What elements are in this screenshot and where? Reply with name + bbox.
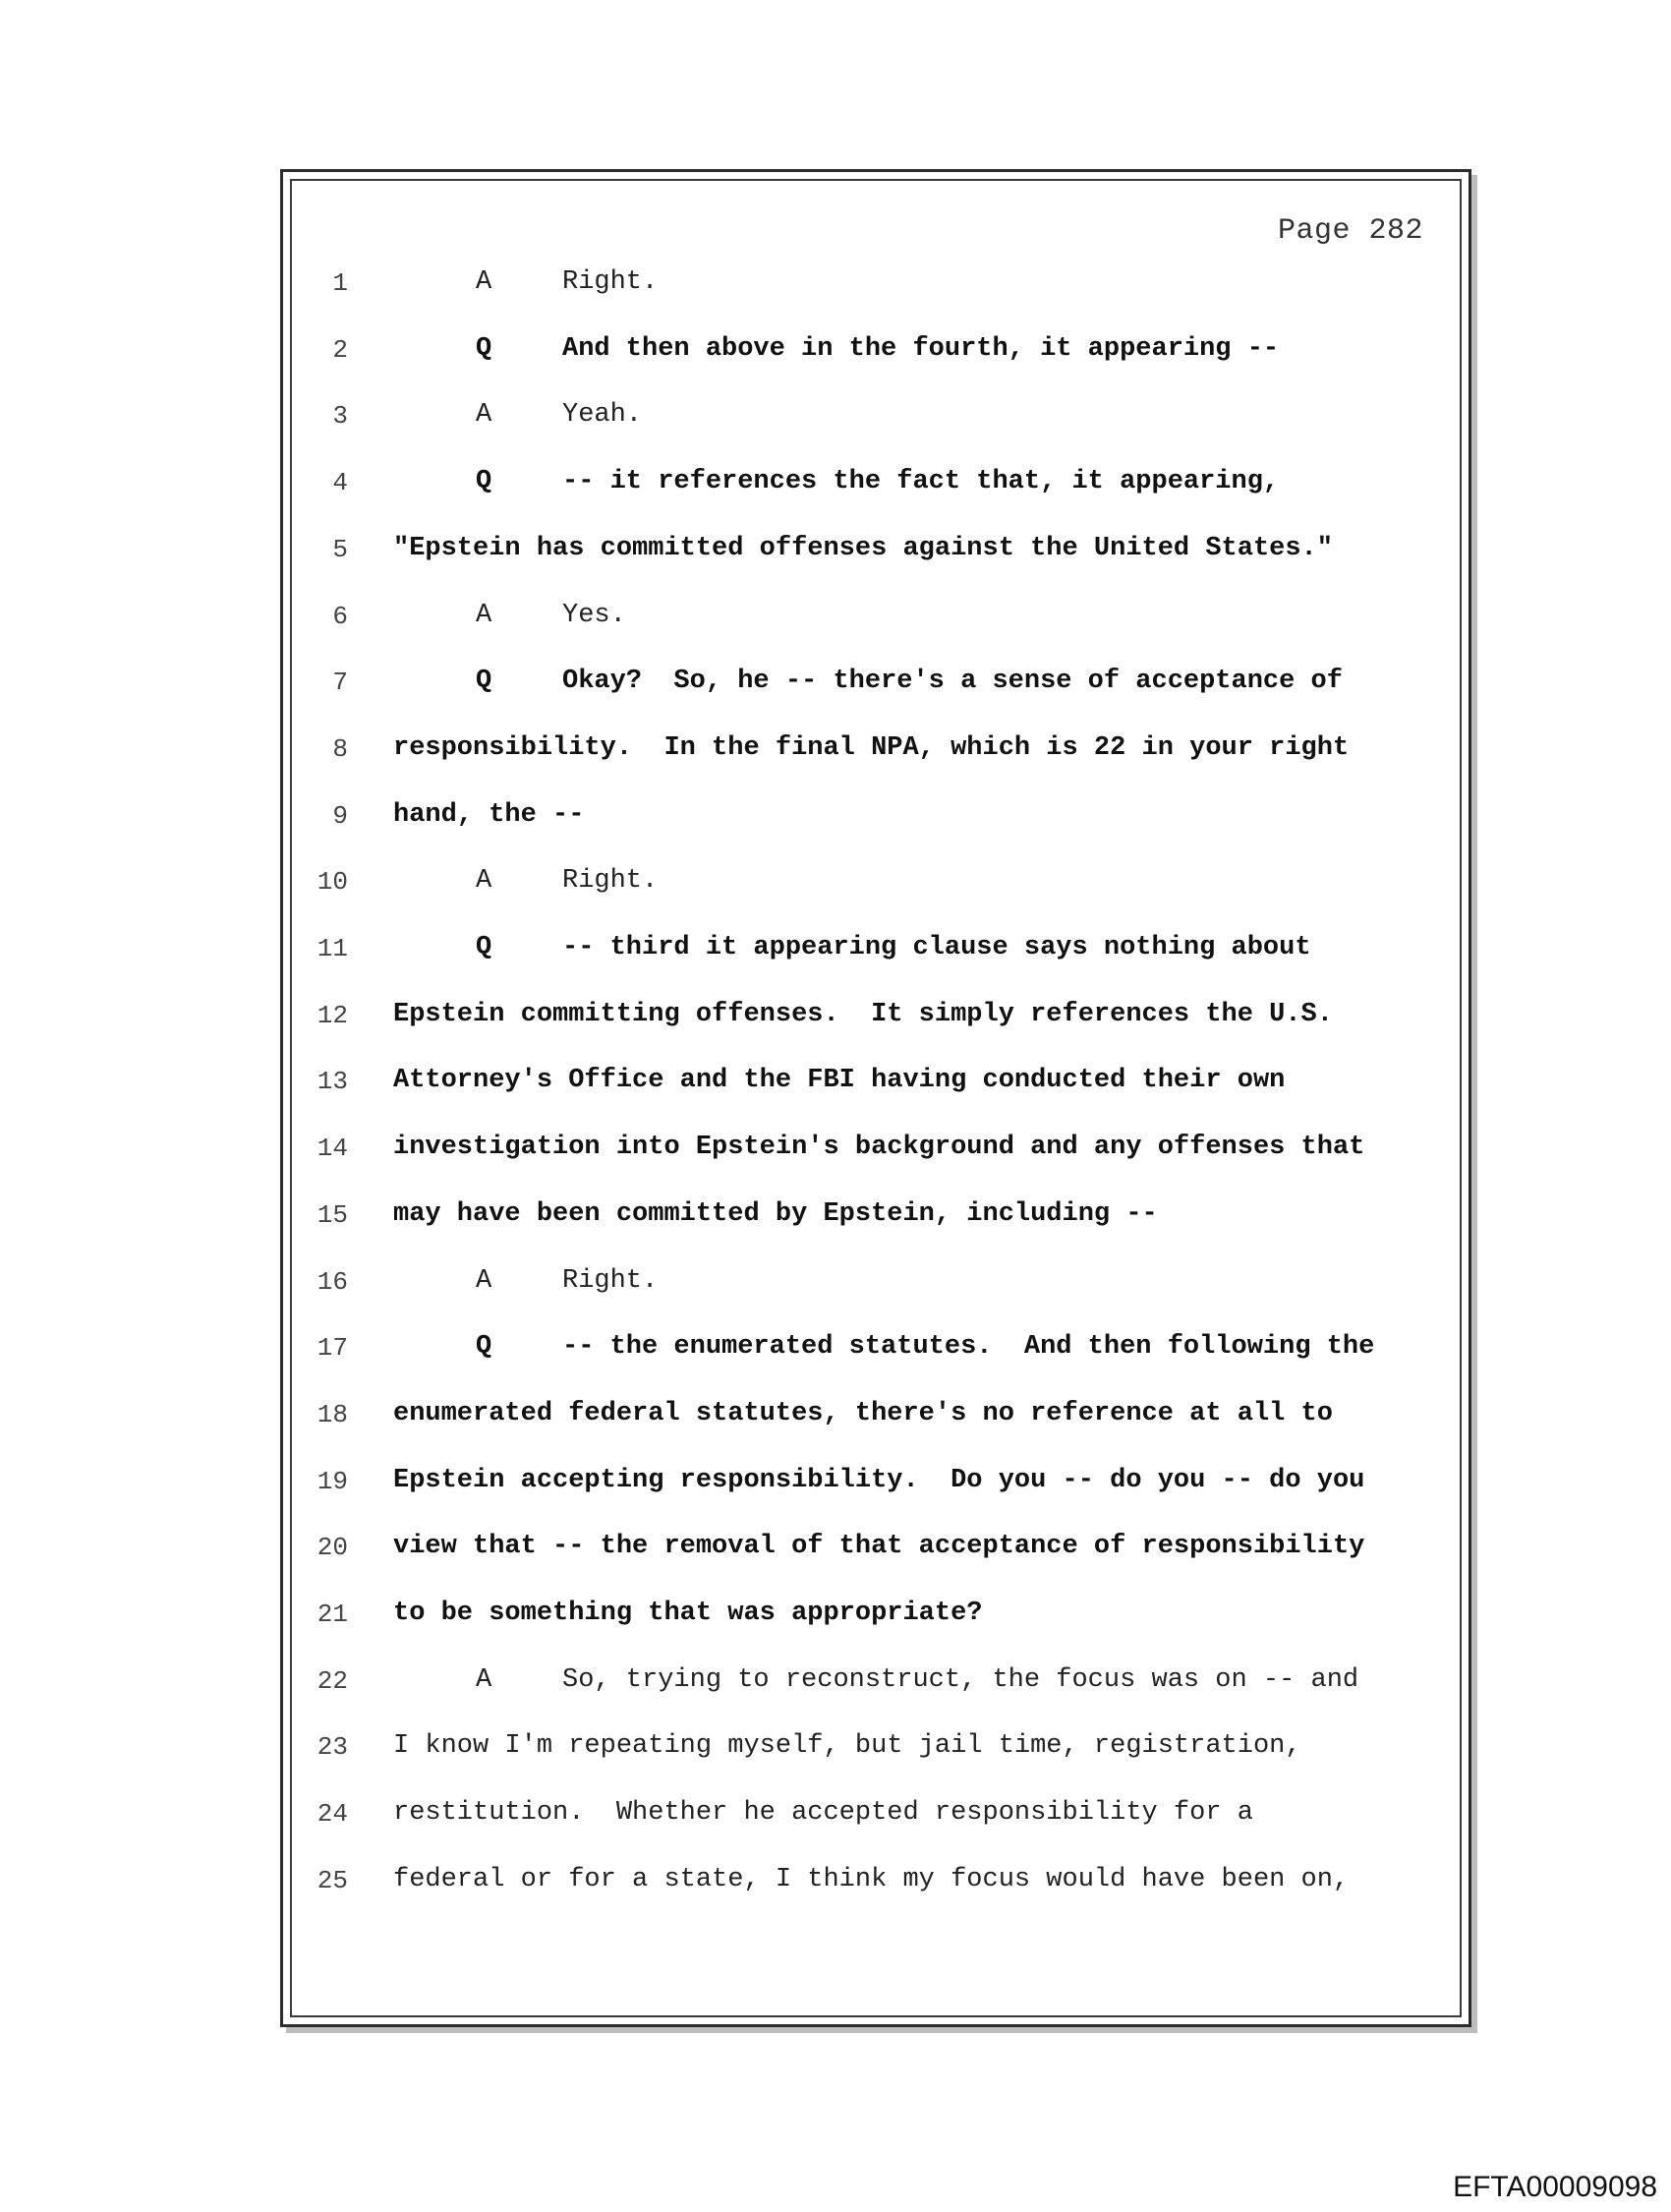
line-number: 1 <box>332 268 348 298</box>
transcript-line-text: Right. <box>562 1266 659 1296</box>
page-number: Page 282 <box>1278 214 1424 248</box>
transcript-line-text: to be something that was appropriate? <box>393 1599 983 1628</box>
answer-marker: A <box>476 601 492 630</box>
line-number: 2 <box>332 335 348 365</box>
line-number: 22 <box>317 1666 348 1696</box>
transcript-line-text: federal or for a state, I think my focus would have been on, <box>393 1865 1350 1894</box>
transcript-line-text: -- it references the fact that, it appearing, <box>562 467 1280 496</box>
transcript-line-text: investigation into Epstein's background and any offenses that <box>393 1133 1365 1162</box>
line-number: 20 <box>317 1533 348 1562</box>
question-marker: Q <box>476 1332 492 1362</box>
question-marker: Q <box>476 467 492 496</box>
answer-marker: A <box>476 1665 492 1695</box>
transcript-line-text: Right. <box>562 866 659 896</box>
line-number: 18 <box>317 1400 348 1429</box>
line-number: 13 <box>317 1067 348 1096</box>
transcript-line-text: Epstein committing offenses. It simply references the U.S. <box>393 1000 1333 1029</box>
answer-marker: A <box>476 267 492 297</box>
transcript-line-text: "Epstein has committed offenses against the United States." <box>393 534 1333 563</box>
transcript-line-text: I know I'm repeating myself, but jail time, registration, <box>393 1731 1301 1761</box>
transcript-line-text: view that -- the removal of that acceptance of responsibility <box>393 1532 1365 1561</box>
transcript-line-text: Yes. <box>562 601 626 630</box>
question-marker: Q <box>476 933 492 962</box>
line-number: 8 <box>332 734 348 764</box>
line-number: 16 <box>317 1267 348 1297</box>
transcript-line-text: restitution. Whether he accepted responsibility for a <box>393 1798 1253 1828</box>
answer-marker: A <box>476 866 492 896</box>
transcript-line-text: And then above in the fourth, it appearing -- <box>562 334 1280 364</box>
line-number: 14 <box>317 1134 348 1163</box>
transcript-line-text: hand, the -- <box>393 800 585 830</box>
transcript-line-text: responsibility. In the final NPA, which is 22 in your right <box>393 733 1350 763</box>
transcript-line-text: enumerated federal statutes, there's no reference at all to <box>393 1399 1333 1428</box>
transcript-line-text: So, trying to reconstruct, the focus was on -- and <box>562 1665 1359 1695</box>
line-number: 7 <box>332 668 348 697</box>
transcript-line-text: Okay? So, he -- there's a sense of acceptance of <box>562 667 1343 696</box>
line-number: 11 <box>317 934 348 963</box>
answer-marker: A <box>476 400 492 430</box>
line-number: 6 <box>332 602 348 631</box>
transcript-line-text: Epstein accepting responsibility. Do you -- do you -- do you <box>393 1466 1365 1495</box>
line-number: 5 <box>332 535 348 564</box>
transcript-line-text: Yeah. <box>562 400 643 430</box>
line-number: 9 <box>332 801 348 831</box>
transcript-line-text: -- the enumerated statutes. And then following the <box>562 1332 1375 1362</box>
line-number: 23 <box>317 1732 348 1762</box>
line-number: 12 <box>317 1001 348 1030</box>
line-number: 15 <box>317 1200 348 1230</box>
line-number: 4 <box>332 468 348 497</box>
question-marker: Q <box>476 667 492 696</box>
line-number: 17 <box>317 1333 348 1363</box>
document-id: EFTA00009098 <box>1453 2171 1657 2203</box>
line-number: 19 <box>317 1467 348 1496</box>
line-number: 25 <box>317 1866 348 1895</box>
line-number: 3 <box>332 401 348 431</box>
line-number: 10 <box>317 867 348 897</box>
line-number: 21 <box>317 1600 348 1629</box>
transcript-line-text: Attorney's Office and the FBI having conducted their own <box>393 1066 1286 1095</box>
question-marker: Q <box>476 334 492 364</box>
transcript-line-text: may have been committed by Epstein, including -- <box>393 1199 1158 1229</box>
transcript-line-text: -- third it appearing clause says nothing about <box>562 933 1311 962</box>
line-number: 24 <box>317 1799 348 1829</box>
answer-marker: A <box>476 1266 492 1296</box>
transcript-line-text: Right. <box>562 267 659 297</box>
